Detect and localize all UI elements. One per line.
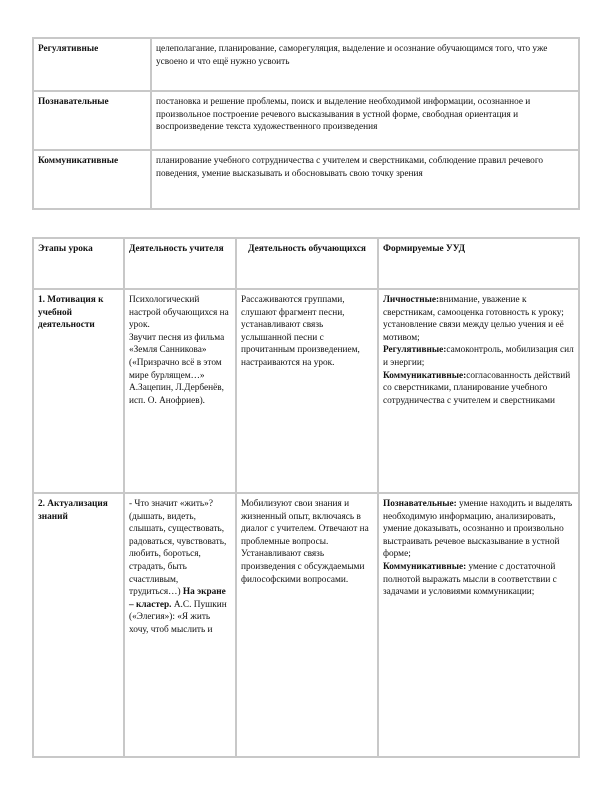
uud-label: Регулятивные:	[383, 345, 447, 356]
table-row	[33, 150, 579, 209]
uud-label: Познавательные:	[383, 499, 457, 509]
column-header: Этапы урока	[33, 238, 124, 289]
table-row	[33, 91, 579, 150]
lesson-stages-table	[32, 237, 580, 758]
uud-label: Коммуникативные:	[383, 561, 467, 572]
table-header-row	[33, 238, 579, 289]
column-header: Деятельность обучающихся	[236, 238, 378, 289]
uud-label: Коммуникативные:	[383, 370, 467, 381]
teacher-cell	[124, 289, 236, 493]
uud-text: внимание, уважение к сверстникам, самооценка готовность к уроку; установление связи между целью учения и её мотивом;	[383, 295, 564, 343]
table-row	[33, 38, 579, 91]
teacher-text: Психологический настрой обучающихся на урок.	[129, 295, 229, 331]
uud-type-desc: постановка и решение проблемы, поиск и выделение необходимой информации, осознанное и произвольное построение речевого высказывания в устной форме, свободная ориентация и воспроизведение текста художественного произведения	[151, 91, 579, 150]
uud-types-table	[32, 37, 580, 210]
uud-type-name: Познавательные	[33, 91, 151, 150]
teacher-text: А.С. Пушкин («Элегия»): «Я жить хочу, чтоб мыслить и	[129, 599, 227, 635]
uud-text: умение с достаточной полнотой выражать мысли в соответствии с задачами и условиями коммуникации;	[383, 561, 557, 598]
stage-cell: 1. Мотивация к учебной деятельности	[33, 289, 124, 493]
uud-label: Личностные:	[383, 295, 440, 305]
uud-text: согласованность действий со сверстниками, планирование учебного сотрудничества с учителем и сверстниками	[383, 370, 571, 406]
uud-type-name: Коммуникативные	[33, 150, 151, 209]
uud-type-name: Регулятивные	[33, 38, 151, 91]
students-cell: Рассаживаются группами, слушают фрагмент песни, устанавливают связь услышанной песни с прочитанным произведением, настраиваются на урок.	[236, 289, 378, 493]
column-header: Деятельность учителя	[124, 238, 236, 289]
uud-type-desc: целеполагание, планирование, саморегуляция, выделение и осознание обучающимся того, что уже усвоено и что ещё нужно усвоить	[151, 38, 579, 91]
uud-type-desc: планирование учебного сотрудничества с учителем и сверстниками, соблюдение правил речевого поведения, умение высказывать и обосновывать свою точку зрения	[151, 150, 579, 209]
uud-cell	[378, 289, 579, 493]
stage-cell: 2. Актуализация знаний	[33, 493, 124, 757]
table-row	[33, 289, 579, 493]
uud-text: самоконтроль, мобилизация сил и энергии;	[383, 345, 574, 368]
teacher-cell	[124, 493, 236, 757]
uud-cell	[378, 493, 579, 757]
column-header: Формируемые УУД	[378, 238, 579, 289]
students-cell: Мобилизуют свои знания и жизненный опыт, включаясь в диалог с учителем. Отвечают на проблемные вопросы. Устанавливают связь произведения с обсуждаемыми философскими вопросами.	[236, 493, 378, 757]
uud-text: умение находить и выделять необходимую информацию, анализировать, умение доказывать, осознанно и произвольно выстраивать речевое высказывание в устной форме;	[383, 499, 573, 560]
teacher-emphasis: На экране – кластер.	[129, 587, 226, 610]
teacher-text: - Что значит «жить»? (дышать, видеть, слышать, существовать, радоваться, чувствовать, любить, бороться, страдать, быть счастливым, трудиться…)	[129, 499, 227, 598]
table-row	[33, 493, 579, 757]
teacher-text: Звучит песня из фильма «Земля Санникова» («Призрачно всё в этом мире бурлящем…» А.Зацепин, Л.Дербенёв, исп. О. Анофриев).	[129, 332, 225, 406]
